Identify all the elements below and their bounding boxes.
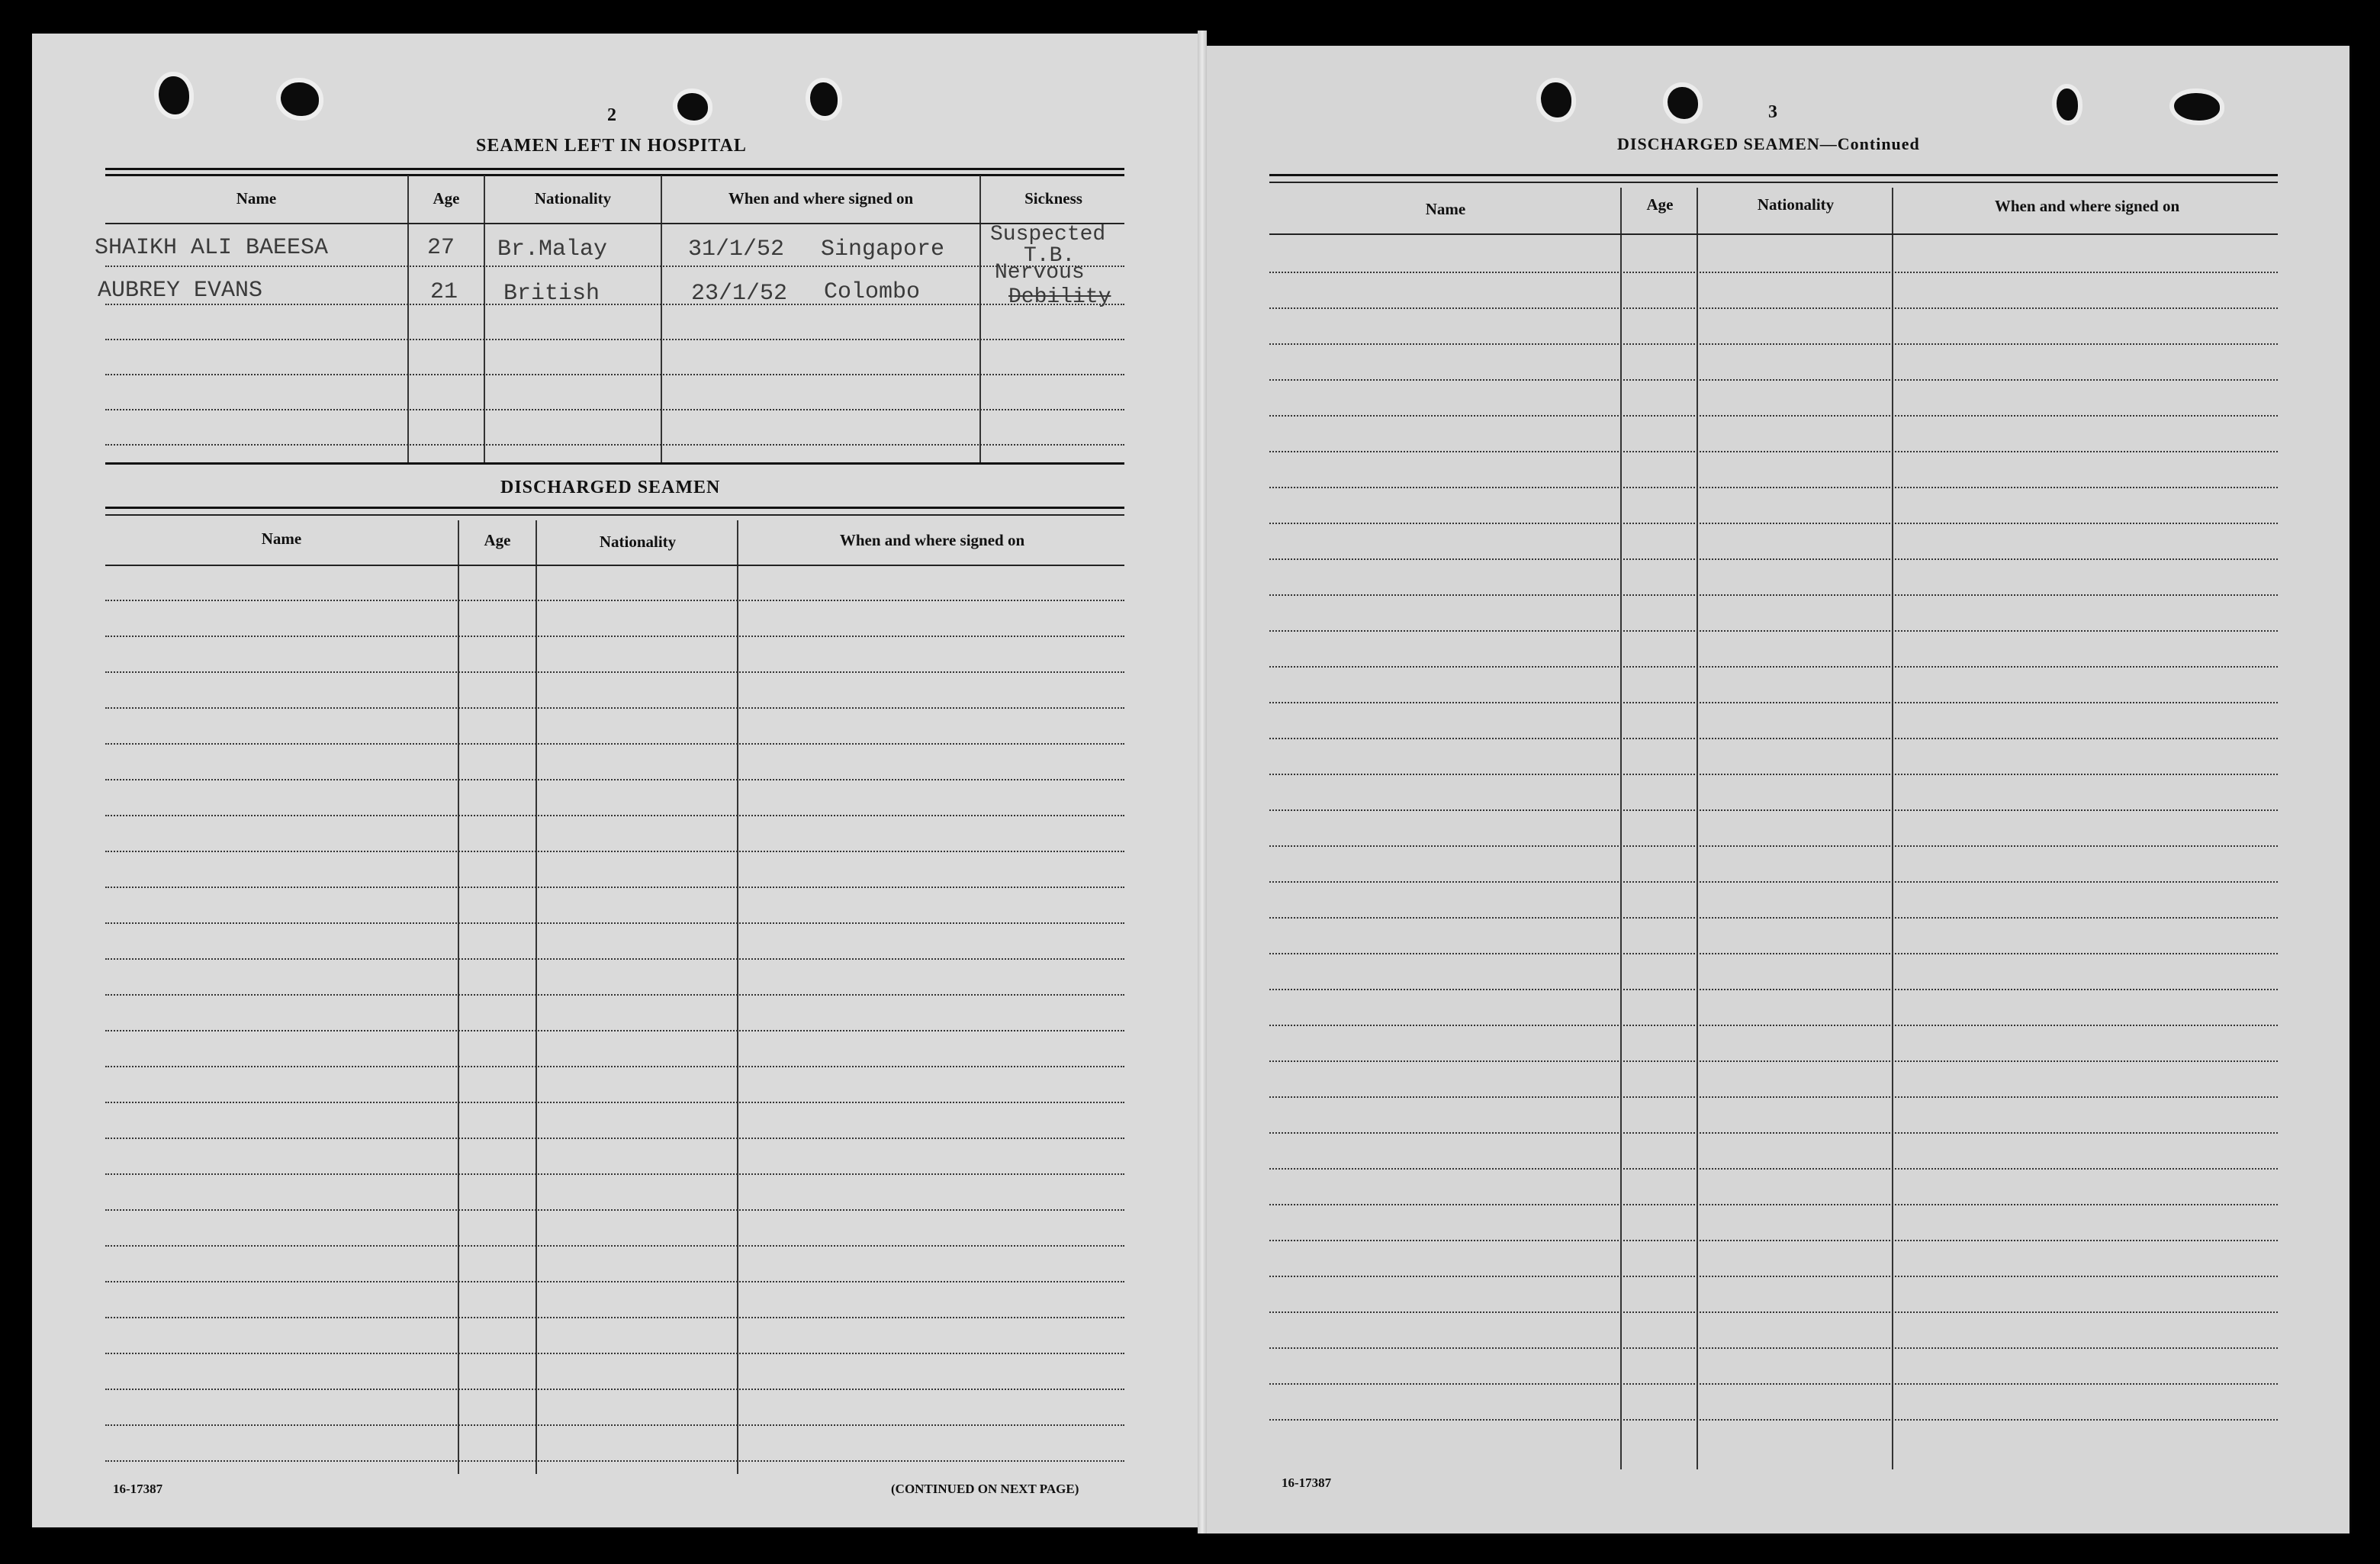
hospital-row-1-sickness-line-1: Suspected [990, 223, 1106, 246]
table-row-rule [105, 707, 1124, 709]
hospital-table-top-rule [105, 168, 1124, 170]
discharged-col-signed-on: When and where signed on [839, 531, 1025, 549]
hospital-row-1-nationality: Br.Malay [497, 237, 608, 262]
discharged-col-nationality: Nationality [599, 533, 677, 551]
discharged-col-age: Age [484, 531, 511, 549]
discharged-continued-title: DISCHARGED SEAMEN—Continued [1617, 134, 1920, 153]
hospital-row-1-name: SHAIKH ALI BAEESA [95, 235, 329, 261]
page-fold [1198, 31, 1207, 1533]
table-row-rule [1269, 307, 2278, 309]
table-row-rule [105, 779, 1124, 780]
table-header-rule [105, 565, 1124, 566]
table-row-rule [1269, 989, 2278, 990]
table-row-rule [1269, 917, 2278, 919]
hospital-row-2-nationality: British [503, 281, 600, 307]
punch-hole [281, 82, 319, 116]
table-row-rule [105, 600, 1124, 601]
table-row-rule [1269, 451, 2278, 452]
page-number: 3 [1768, 102, 1777, 122]
punch-hole [1668, 87, 1698, 119]
form-number: 16-17387 [1282, 1476, 1332, 1490]
table-row-rule [1269, 630, 2278, 632]
continued-note: (CONTINUED ON NEXT PAGE) [891, 1482, 1079, 1496]
table-row-rule [1269, 1060, 2278, 1062]
hospital-row-1-age: 27 [427, 235, 455, 261]
punch-hole [1541, 82, 1571, 117]
hospital-row-2-age: 21 [430, 279, 458, 305]
table-row-rule [1269, 666, 2278, 668]
table-row-rule [105, 1245, 1124, 1247]
hospital-row-rule [105, 444, 1124, 446]
continued-col-name: Name [1425, 200, 1466, 218]
table-row-rule [105, 815, 1124, 816]
table-row-rule [1269, 1025, 2278, 1026]
table-row-rule [1269, 702, 2278, 703]
table-row-rule [1269, 272, 2278, 273]
table-row-rule [1269, 1347, 2278, 1349]
table-row-rule [1269, 1168, 2278, 1170]
table-row-rule [1269, 809, 2278, 811]
punch-hole [2057, 88, 2078, 121]
table-row-rule [105, 1066, 1124, 1067]
form-number: 16-17387 [113, 1482, 163, 1496]
table-row-rule [1269, 1311, 2278, 1313]
table-row-rule [1269, 953, 2278, 954]
table-row-rule [105, 1173, 1124, 1175]
hospital-divider [661, 175, 662, 462]
table-row-rule [105, 636, 1124, 637]
table-row-rule [1269, 1132, 2278, 1134]
table-row-rule [1269, 881, 2278, 883]
table-row-rule [105, 1424, 1124, 1426]
hospital-row-2-name: AUBREY EVANS [98, 278, 263, 304]
table-row-rule [1269, 1276, 2278, 1277]
hospital-col-sickness: Sickness [1024, 189, 1082, 208]
table-row-rule [105, 1138, 1124, 1139]
hospital-header-rule [105, 223, 1124, 224]
discharged-col-name: Name [261, 529, 302, 548]
discharged-divider [458, 520, 459, 1474]
hospital-col-nationality: Nationality [534, 189, 612, 208]
punch-hole [159, 76, 189, 114]
table-row-rule [105, 851, 1124, 852]
continued-col-signed-on: When and where signed on [1994, 197, 2180, 215]
hospital-row-2-sickness-line-1: Nervous [995, 261, 1085, 285]
table-row-rule [105, 922, 1124, 924]
table-row-rule [105, 671, 1124, 673]
table-row-rule [1269, 738, 2278, 739]
table-row-rule [105, 1209, 1124, 1211]
table-row-rule [105, 1353, 1124, 1354]
hospital-row-2-date: 23/1/52 [691, 281, 788, 307]
discharged-table-top-rule-2 [105, 514, 1124, 516]
hospital-row-1-sickness-line-2: T.B. [1024, 244, 1076, 268]
table-row-rule [1269, 774, 2278, 775]
continued-col-nationality: Nationality [1757, 195, 1835, 214]
table-row-rule [1269, 594, 2278, 596]
table-row-rule [105, 1281, 1124, 1282]
discharged-divider [737, 520, 738, 1474]
hospital-row-rule [105, 339, 1124, 340]
hospital-col-signed-on: When and where signed on [728, 189, 914, 208]
continued-col-age: Age [1646, 195, 1674, 214]
table-row-rule [105, 958, 1124, 960]
hospital-col-age: Age [433, 189, 460, 208]
hospital-row-2-sickness-line-2: Debility [1008, 285, 1111, 309]
table-row-rule [1269, 379, 2278, 381]
table-row-rule [1269, 1204, 2278, 1205]
hospital-table-bottom-rule [105, 462, 1124, 465]
table-row-rule [1269, 343, 2278, 345]
table-row-rule [1269, 845, 2278, 847]
discharged-section-title: DISCHARGED SEAMEN [500, 478, 721, 497]
table-row-rule [105, 1317, 1124, 1318]
hospital-row-2-place: Colombo [824, 279, 921, 305]
table-row-rule [1269, 558, 2278, 560]
hospital-row-rule [105, 374, 1124, 375]
table-header-rule [1269, 233, 2278, 235]
hospital-row-rule [105, 304, 1124, 305]
table-row-rule [105, 994, 1124, 996]
hospital-row-1-date: 31/1/52 [688, 237, 785, 262]
table-row-rule [105, 1389, 1124, 1390]
punch-hole [810, 82, 838, 116]
hospital-col-name: Name [236, 189, 277, 208]
punch-hole [2174, 93, 2220, 121]
page-number: 2 [607, 105, 616, 125]
table-row-rule [1269, 1383, 2278, 1385]
hospital-table-top-rule-2 [105, 174, 1124, 176]
hospital-divider [979, 175, 981, 462]
hospital-row-1-place: Singapore [821, 237, 945, 262]
table-row-rule [1269, 1240, 2278, 1241]
hospital-divider [407, 175, 409, 462]
table-row-rule [105, 1030, 1124, 1031]
table-row-rule [105, 1460, 1124, 1462]
table-row-rule [1269, 415, 2278, 417]
discharged-divider [536, 520, 537, 1474]
hospital-row-rule [105, 265, 1124, 267]
table-row-rule [105, 743, 1124, 745]
hospital-row-rule [105, 409, 1124, 410]
continued-table-top-rule [1269, 174, 2278, 176]
table-row-rule [105, 887, 1124, 888]
table-row-rule [105, 1102, 1124, 1103]
discharged-table-top-rule [105, 507, 1124, 509]
table-row-rule [1269, 487, 2278, 488]
table-row-rule [1269, 1419, 2278, 1421]
table-row-rule [1269, 1096, 2278, 1098]
hospital-divider [484, 175, 485, 462]
continued-table-top-rule-2 [1269, 182, 2278, 183]
right-page [1204, 46, 2349, 1533]
hospital-section-title: SEAMEN LEFT IN HOSPITAL [476, 136, 747, 156]
table-row-rule [1269, 523, 2278, 524]
punch-hole [677, 93, 708, 121]
